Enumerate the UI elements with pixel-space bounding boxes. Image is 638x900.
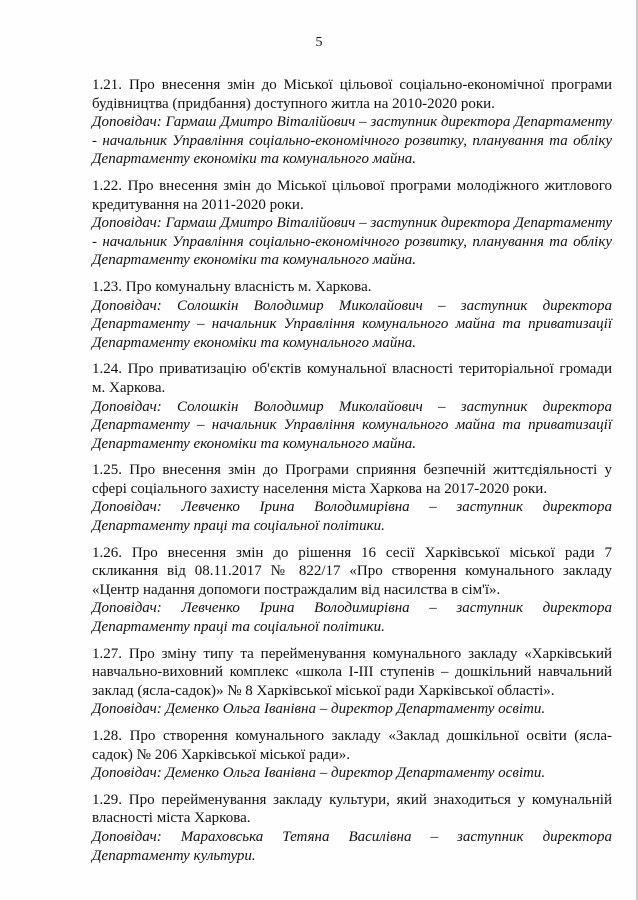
agenda-item-reporter: Доповідач: Гармаш Дмитро Віталійович – заступник директора Департаменту - начальник Управління соціально-економічного розвитку, планування та обліку Департаменту економіки та комунального майна. <box>92 114 612 168</box>
agenda-item-reporter: Доповідач: Деменко Ольга Іванівна – директор Департаменту освіти. <box>92 765 546 782</box>
agenda-item-reporter: Доповідач: Солошкін Володимир Миколайович – заступник директора Департаменту – начальник Управління комунального майна та приватизації Департаменту економіки та комунального майна. <box>92 297 612 351</box>
agenda-item-1-23 <box>92 278 612 352</box>
agenda-item-1-28 <box>92 727 612 783</box>
agenda-item-title: 1.26. Про внесення змін до рішення 16 сесії Харківської міської ради 7 скликання від 08.11.2017 № 822/17 «Про створення комунального закладу «Центр надання допомоги постраждалим від насилства в сім'ї». <box>92 544 612 598</box>
agenda-item-reporter: Доповідач: Деменко Ольга Іванівна – директор Департаменту освіти. <box>92 701 546 718</box>
page-number: 5 <box>315 35 323 50</box>
agenda-item-1-22 <box>92 177 612 270</box>
agenda-item-title: 1.21. Про внесення змін до Міської цільової соціально-економічної програми будівництва (придбання) доступного житла на 2010-2020 роки. <box>92 77 612 112</box>
agenda-item-1-27 <box>92 645 612 719</box>
agenda-item-1-21 <box>92 76 612 169</box>
agenda-item-1-26 <box>92 544 612 637</box>
agenda-item-title: 1.24. Про приватизацію об'єктів комунальної власності територіальної громади м. Харкова. <box>92 361 612 396</box>
agenda-item-reporter: Доповідач: Левченко Ірина Володимирівна – заступник директора Департаменту праці та соціальної політики. <box>92 499 612 535</box>
agenda-item-reporter: Доповідач: Левченко Ірина Володимирівна – заступник директора Департаменту праці та соціальної політики. <box>92 600 612 636</box>
agenda-item-title: 1.28. Про створення комунального закладу «Заклад дошкільної освіти (ясла-садок) № 206 Харківської міської ради». <box>92 728 612 763</box>
agenda-item-reporter: Доповідач: Мараховська Тетяна Василівна – заступник директора Департаменту культури. <box>92 828 612 864</box>
agenda-item-title: 1.25. Про внесення змін до Програми сприяння безпечній життєдіяльності у сфері соціального захисту населення міста Харкова на 2017-2020 роки. <box>92 462 612 497</box>
agenda-item-1-24 <box>92 360 612 453</box>
agenda-list <box>92 76 612 873</box>
agenda-item-reporter: Доповідач: Гармаш Дмитро Віталійович – заступник директора Департаменту - начальник Управління соціально-економічного розвитку, планування та обліку Департаменту економіки та комунального майна. <box>92 215 612 269</box>
agenda-item-title: 1.22. Про внесення змін до Міської цільової програми молодіжного житлового кредитування на 2011-2020 роки. <box>92 177 612 213</box>
agenda-item-title: 1.29. Про перейменування закладу культури, який знаходиться у комунальній власності міста Харкова. <box>92 791 612 827</box>
agenda-item-title: 1.27. Про зміну типу та перейменування комунального закладу «Харківський навчально-виховний комплекс «школа І-ІІІ ступенів – дошкільний навчальний заклад (ясла-садок)» № 8 Харківської міської ради Харківської області». <box>92 645 612 699</box>
agenda-item-1-29 <box>92 791 612 865</box>
agenda-item-1-25 <box>92 461 612 535</box>
agenda-item-reporter: Доповідач: Солошкін Володимир Миколайович – заступник директора Департаменту – начальник Управління комунального майна та приватизації Департаменту економіки та комунального майна. <box>92 398 612 452</box>
agenda-item-title: 1.23. Про комунальну власність м. Харкова. <box>92 278 372 295</box>
